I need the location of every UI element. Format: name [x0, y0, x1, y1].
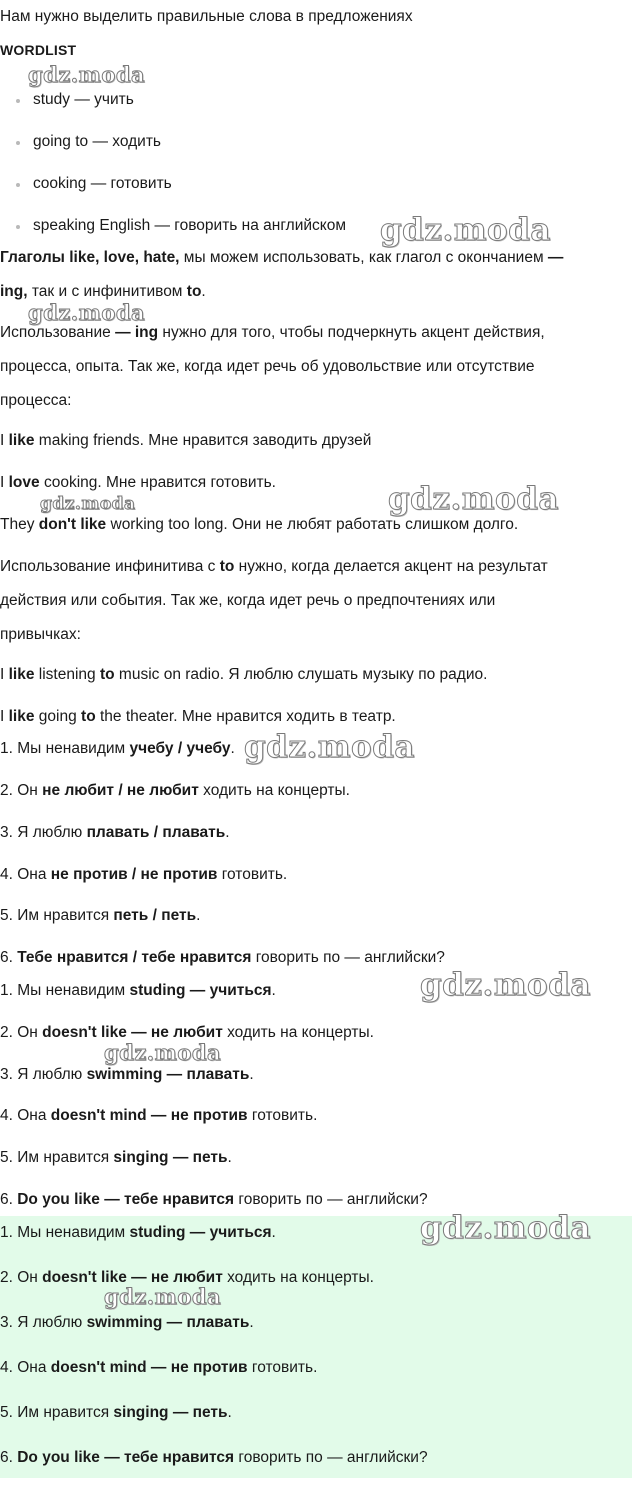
- watermark-logo: gdz.moda: [388, 481, 559, 517]
- task-sentence: 1. Мы ненавидим учебу / учебу.: [0, 740, 235, 757]
- grammar-paragraph-line: Использование — ing нужно для того, чтобы подчеркнуть акцент действия,: [0, 324, 545, 341]
- bullet-icon: [16, 99, 20, 103]
- answer-sentence: 3. Я люблю swimming — плавать.: [0, 1314, 254, 1331]
- answer-sentence: 2. Он doesn't like — не любит ходить на концерты.: [0, 1269, 374, 1286]
- watermark-logo: gdz.moda: [380, 212, 551, 248]
- watermark-logo: gdz.moda: [40, 494, 136, 514]
- watermark-logo: gdz.moda: [104, 1284, 222, 1309]
- task-sentence: 2. Он не любит / не любит ходить на концерты.: [0, 782, 350, 799]
- watermark-logo: gdz.moda: [420, 1210, 591, 1246]
- answer-sentence: 1. Мы ненавидим studing — учиться.: [0, 1224, 276, 1241]
- example-sentence: I love cooking. Мне нравится готовить.: [0, 474, 276, 491]
- grammar-paragraph-line: ing, так и с инфинитивом to.: [0, 283, 206, 300]
- example-sentence: I like listening to music on radio. Я люблю слушать музыку по радио.: [0, 666, 488, 683]
- grammar-paragraph-line: действия или события. Так же, когда идет речь о предпочтениях или: [0, 592, 496, 609]
- task-sentence: 3. Я люблю плавать / плавать.: [0, 824, 230, 841]
- grammar-paragraph-line: процесса:: [0, 392, 72, 409]
- watermark-logo: gdz.moda: [104, 1040, 222, 1065]
- solution-sentence: 2. Он doesn't like — не любит ходить на концерты.: [0, 1024, 374, 1041]
- bullet-icon: [16, 225, 20, 229]
- wordlist-heading: WORDLIST: [0, 42, 77, 58]
- bullet-icon: [16, 141, 20, 145]
- solution-sentence: 4. Она doesn't mind — не против готовить.: [0, 1107, 318, 1124]
- task-sentence: 5. Им нравится петь / петь.: [0, 907, 201, 924]
- wordlist-item: study — учить: [33, 91, 134, 108]
- bullet-icon: [16, 183, 20, 187]
- task-sentence: 6. Тебе нравится / тебе нравится говорить по — английски?: [0, 949, 445, 966]
- example-sentence: I like making friends. Мне нравится заводить друзей: [0, 432, 372, 449]
- grammar-paragraph-line: Использование инфинитива с to нужно, когда делается акцент на результат: [0, 558, 548, 575]
- wordlist-item: cooking — готовить: [33, 175, 172, 192]
- grammar-paragraph-line: привычках:: [0, 626, 81, 643]
- answer-sentence: 6. Do you like — тебе нравится говорить по — английски?: [0, 1449, 428, 1466]
- example-sentence: They don't like working too long. Они не любят работать слишком долго.: [0, 516, 519, 533]
- wordlist-item: speaking English — говорить на английском: [33, 217, 346, 234]
- solution-sentence: 5. Им нравится singing — петь.: [0, 1149, 232, 1166]
- solution-sentence: 3. Я люблю swimming — плавать.: [0, 1066, 254, 1083]
- watermark-logo: gdz.moda: [244, 729, 415, 765]
- solution-sentence: 1. Мы ненавидим studing — учиться.: [0, 982, 276, 999]
- wordlist-item: going to — ходить: [33, 133, 162, 150]
- intro-text: Нам нужно выделить правильные слова в предложениях: [0, 8, 413, 25]
- grammar-paragraph-line: Глаголы like, love, hate, мы можем использовать, как глагол с окончанием —: [0, 249, 564, 266]
- answer-highlight-block: [0, 1216, 632, 1478]
- example-sentence: I like going to the theater. Мне нравится ходить в театр.: [0, 708, 396, 725]
- grammar-paragraph-line: процесса, опыта. Так же, когда идет речь об удовольствие или отсутствие: [0, 358, 535, 375]
- watermark-logo: gdz.moda: [28, 300, 146, 325]
- answer-sentence: 4. Она doesn't mind — не против готовить.: [0, 1359, 318, 1376]
- task-sentence: 4. Она не против / не против готовить.: [0, 866, 288, 883]
- watermark-logo: gdz.moda: [420, 967, 591, 1003]
- watermark-logo: gdz.moda: [28, 62, 146, 87]
- solution-sentence: 6. Do you like — тебе нравится говорить по — английски?: [0, 1191, 428, 1208]
- answer-sentence: 5. Им нравится singing — петь.: [0, 1404, 232, 1421]
